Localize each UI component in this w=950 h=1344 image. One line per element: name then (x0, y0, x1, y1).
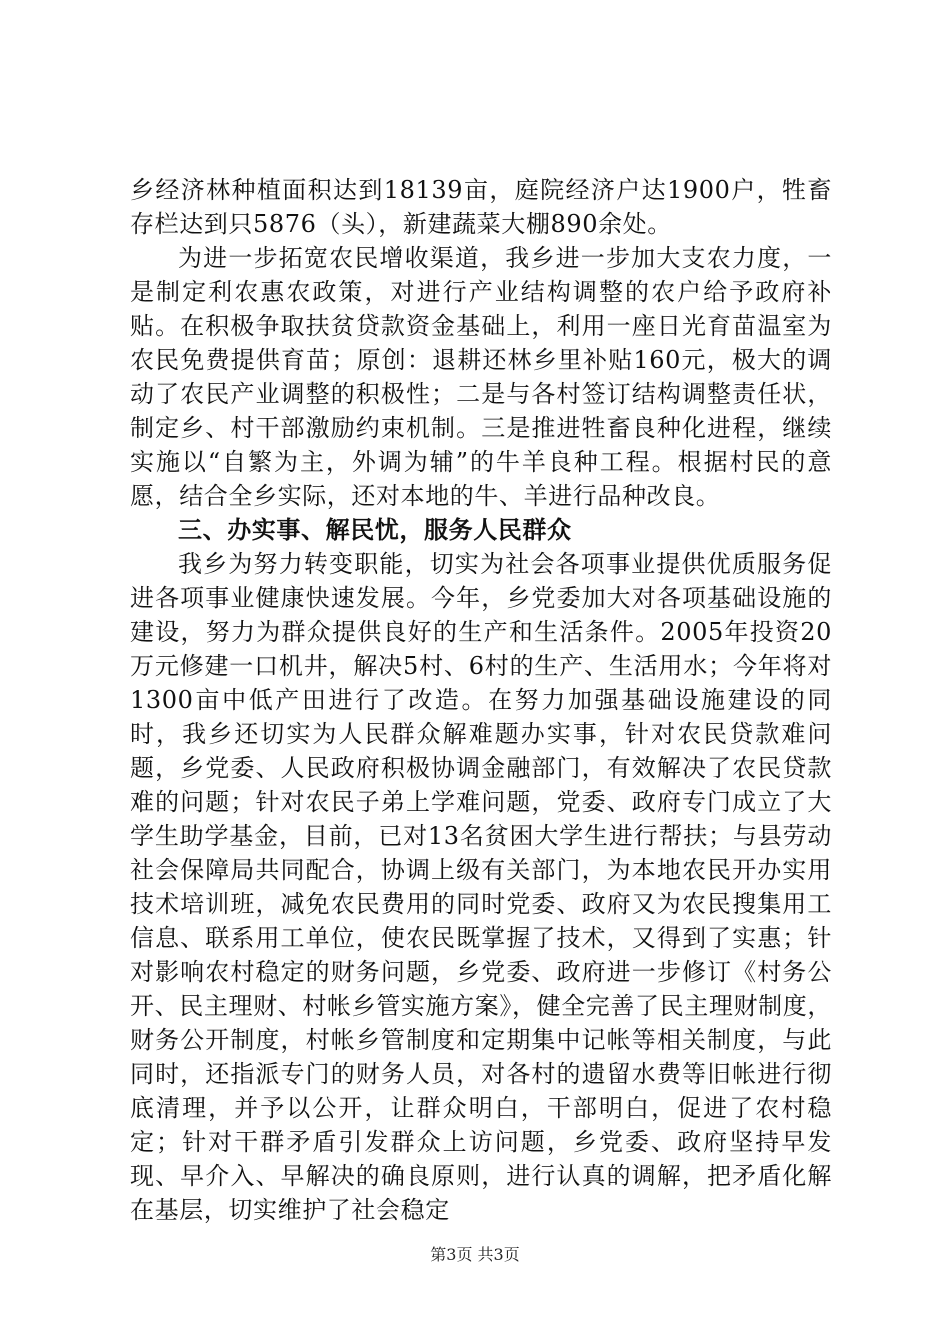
document-body (130, 173, 832, 1227)
paragraph-continuation: 乡经济林种植面积达到18139亩，庭院经济户达1900户，牲畜存栏达到只5876（头），新建蔬菜大棚890余处。 (130, 176, 832, 238)
paragraph-income-channels: 为进一步拓宽农民增收渠道，我乡进一步加大支农力度，一是制定利农惠农政策，对进行产业结构调整的农户给予政府补贴。在积极争取扶贫贷款资金基础上，利用一座日光育苗温室为农民免费提供育苗；原创：退耕还林乡里补贴160元，极大的调动了农民产业调整的积极性；二是与各村签订结构调整责任状，制定乡、村干部激励约束机制。三是推进牲畜良种化进程，继续实施以“自繁为主，外调为辅”的牛羊良种工程。根据村民的意愿，结合全乡实际，还对本地的牛、羊进行品种改良。 (130, 244, 832, 510)
paragraph-public-services: 我乡为努力转变职能，切实为社会各项事业提供优质服务促进各项事业健康快速发展。今年，乡党委加大对各项基础设施的建设，努力为群众提供良好的生产和生活条件。2005年投资20万元修建一口机井，解决5村、6村的生产、生活用水；今年将对1300亩中低产田进行了改造。在努力加强基础设施建设的同时，我乡还切实为人民群众解难题办实事，针对农民贷款难问题，乡党委、人民政府积极协调金融部门，有效解决了农民贷款难的问题；针对农民子弟上学难问题，党委、政府专门成立了大学生助学基金，目前，已对13名贫困大学生进行帮扶；与县劳动社会保障局共同配合，协调上级有关部门，为本地农民开办实用技术培训班，减免农民费用的同时党委、政府又为农民搜集用工信息、联系用工单位，使农民既掌握了技术，又得到了实惠；针对影响农村稳定的财务问题，乡党委、政府进一步修订《村务公开、民主理财、村帐乡管实施方案》，健全完善了民主理财制度，财务公开制度，村帐乡管制度和定期集中记帐等相关制度，与此同时，还指派专门的财务人员，对各村的遗留水费等旧帐进行彻底清理，并予以公开，让群众明白，干部明白，促进了农村稳定；针对干群矛盾引发群众上访问题，乡党委、政府坚持早发现、早介入、早解决的确良原则，进行认真的调解，把矛盾化解在基层，切实维护了社会稳定 (130, 550, 832, 1224)
section-heading-three: 三、办实事、解民忧，服务人民群众 (178, 516, 572, 544)
page-number-footer: 第3页 共3页 (430, 1245, 520, 1264)
